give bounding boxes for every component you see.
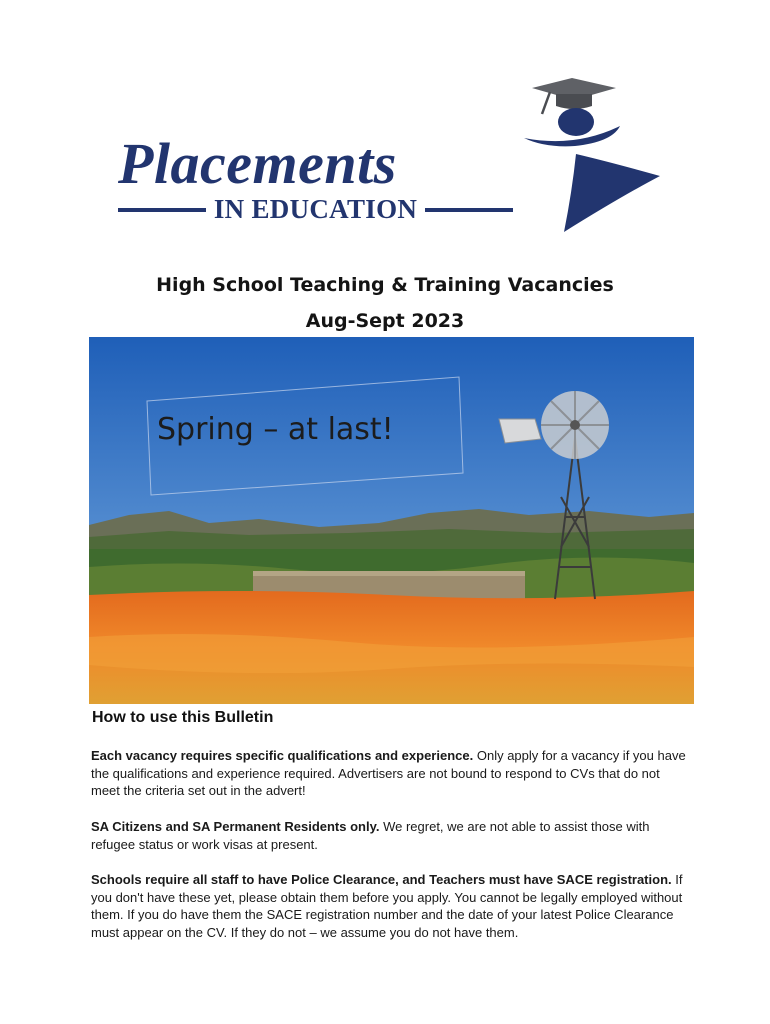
paragraph-clearance-body: If you don't have these yet, please obtain them before you apply. You cannot be legally employed without them. If you do have them the SACE registration number and the date of your latest Police Clearance must appear on the CV. If they do not – we assume you do not have them.: [91, 872, 683, 940]
paragraph-residency: [91, 818, 691, 853]
logo-rule-left: [118, 208, 206, 212]
paragraph-qualifications: [91, 747, 691, 800]
page-subtitle-period: Aug-Sept 2023: [305, 310, 465, 332]
paragraph-residency-body: We regret, we are not able to assist those with refugee status or work visas at present.: [91, 819, 650, 852]
logo-tagline: [118, 194, 513, 225]
windmill-landscape-image: [89, 337, 694, 704]
logo: [110, 72, 670, 242]
graduate-figure-icon: [520, 72, 670, 237]
section-heading: How to use this Bulletin: [92, 709, 274, 726]
page-title: High School Teaching & Training Vacancies: [156, 274, 614, 296]
logo-tagline-text: IN EDUCATION: [213, 194, 418, 224]
paragraph-residency-lead: SA Citizens and SA Permanent Residents only.: [91, 819, 380, 834]
logo-wordmark: Placements: [118, 131, 397, 196]
paragraph-clearance-lead: Schools require all staff to have Police Clearance, and Teachers must have SACE registration.: [91, 872, 672, 887]
logo-rule-right: [425, 208, 513, 212]
paragraph-qualifications-lead: Each vacancy requires specific qualifications and experience.: [91, 748, 474, 763]
landscape-illustration: [89, 337, 694, 704]
photo-caption: Spring – at last!: [157, 412, 394, 447]
paragraph-qualifications-body: Only apply for a vacancy if you have the qualifications and experience required. Advertisers are not bound to respond to CVs that do not meet the criteria set out in the advert!: [91, 748, 686, 798]
paragraph-clearance: [91, 871, 691, 941]
